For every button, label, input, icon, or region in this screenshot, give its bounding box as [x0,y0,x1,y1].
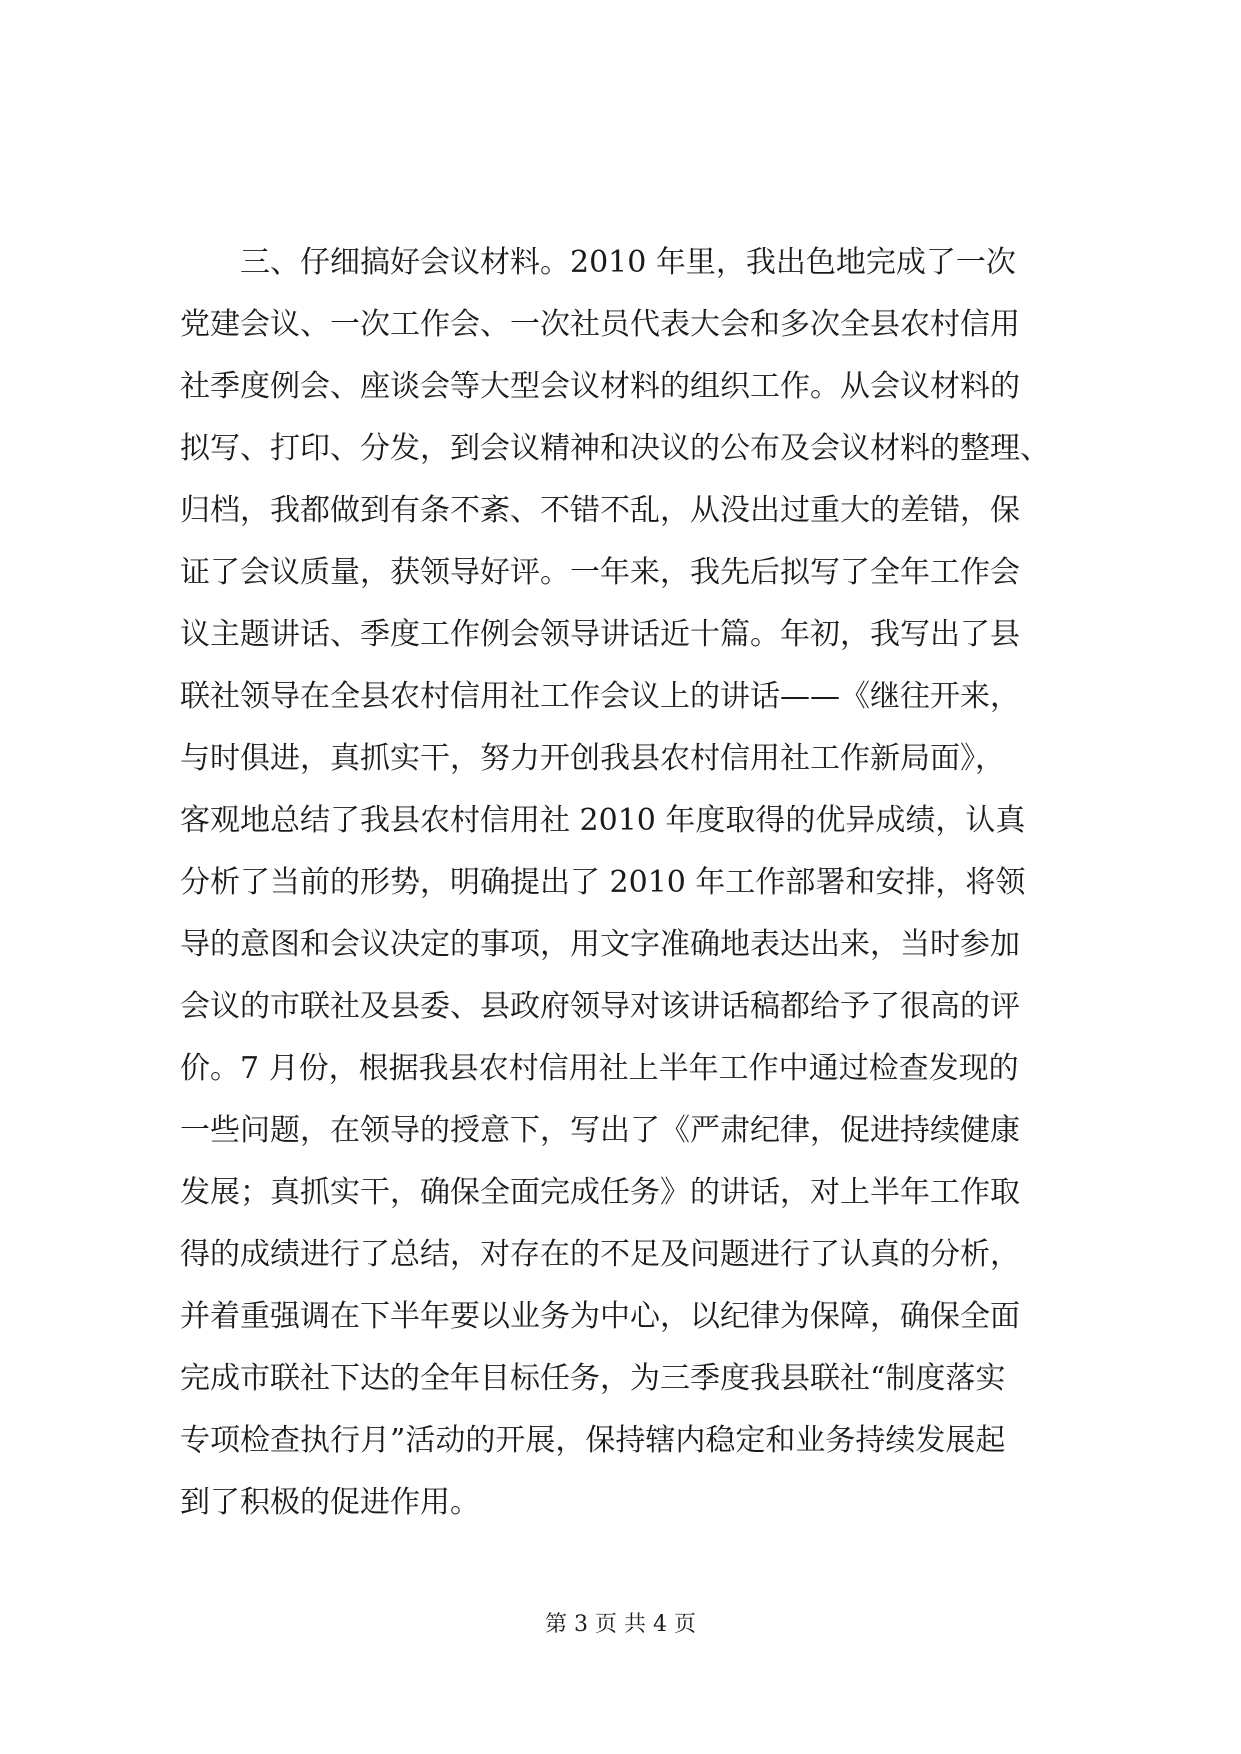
text-line: 社季度例会、座谈会等大型会议材料的组织工作。从会议材料的 [180,369,1020,404]
text-line: 专项检查执行月”活动的开展，保持辖内稳定和业务持续发展起 [180,1423,1006,1458]
text-line: 分析了当前的形势，明确提出了 2010 年工作部署和安排，将领 [180,865,1026,900]
text-line: 三、仔细搞好会议材料。2010 年里，我出色地完成了一次 [180,245,1016,280]
text-line: 导的意图和会议决定的事项，用文字准确地表达出来，当时参加 [180,927,1020,962]
text-line: 会议的市联社及县委、县政府领导对该讲话稿都给予了很高的评 [180,989,1020,1024]
text-line: 到了积极的促进作用。 [180,1485,480,1520]
text-line: 价。7 月份，根据我县农村信用社上半年工作中通过检查发现的 [180,1051,1019,1086]
text-line: 议主题讲话、季度工作例会领导讲话近十篇。年初，我写出了县 [180,617,1020,652]
text-line: 完成市联社下达的全年目标任务，为三季度我县联社“制度落实 [180,1361,1006,1396]
text-line: 客观地总结了我县农村信用社 2010 年度取得的优异成绩，认真 [180,803,1026,838]
text-line: 证了会议质量，获领导好评。一年来，我先后拟写了全年工作会 [180,555,1020,590]
text-line: 与时俱进，真抓实干，努力开创我县农村信用社工作新局面》， [180,741,1005,776]
text-line: 联社领导在全县农村信用社工作会议上的讲话——《继往开来， [180,679,1020,714]
page-number-footer: 第 3 页 共 4 页 [545,1612,696,1637]
body-paragraph [180,232,1080,1534]
text-line: 得的成绩进行了总结，对存在的不足及问题进行了认真的分析， [180,1237,1020,1272]
text-line: 并着重强调在下半年要以业务为中心，以纪律为保障，确保全面 [180,1299,1020,1334]
text-line: 拟写、打印、分发，到会议精神和决议的公布及会议材料的整理、 [180,431,1050,466]
text-line: 发展；真抓实干，确保全面完成任务》的讲话，对上半年工作取 [180,1175,1020,1210]
text-line: 一些问题，在领导的授意下，写出了《严肃纪律，促进持续健康 [180,1113,1020,1148]
text-line: 归档，我都做到有条不紊、不错不乱，从没出过重大的差错，保 [180,493,1020,528]
text-line: 党建会议、一次工作会、一次社员代表大会和多次全县农村信用 [180,307,1020,342]
